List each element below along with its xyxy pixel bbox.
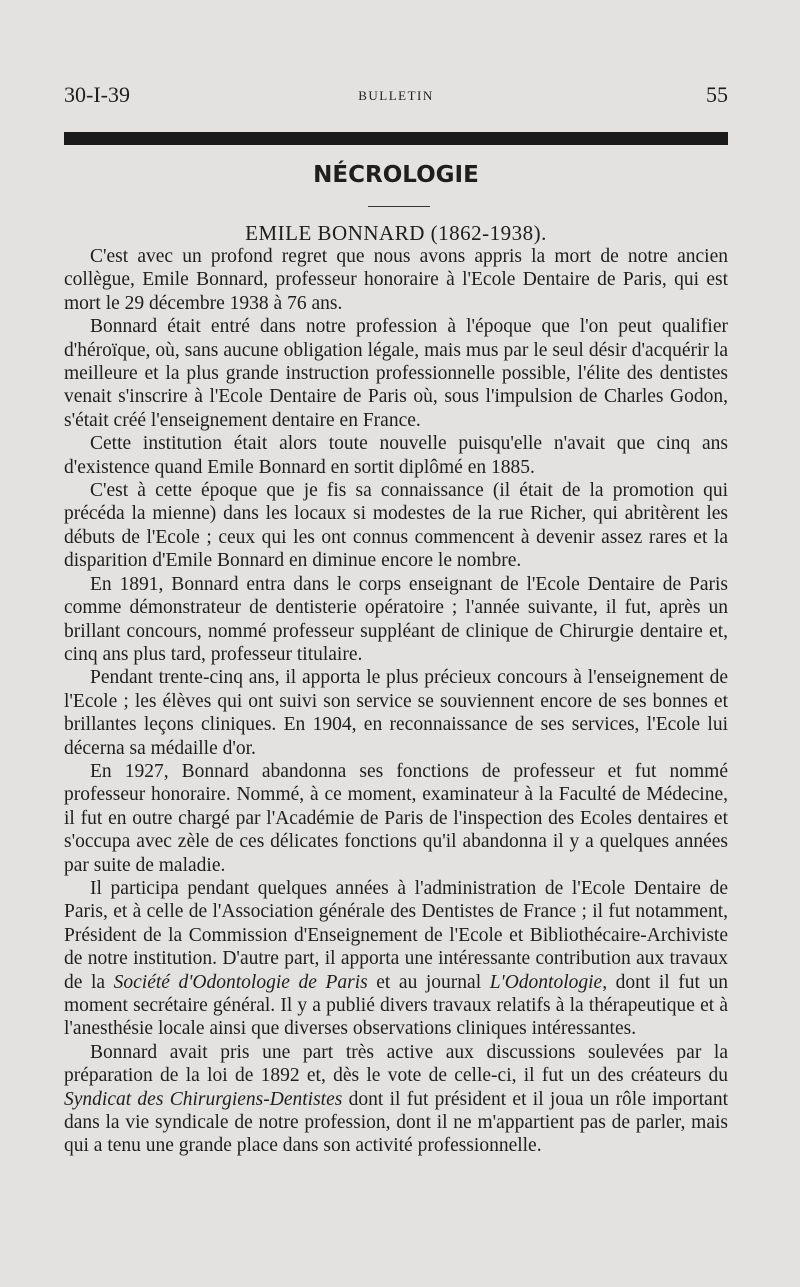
syndicate-name: Syndicat des Chirurgiens-Dentistes: [64, 1088, 343, 1110]
text-run: Il participa pendant quelques années à l'administration de l'Ecole Dentaire de Paris, et à celle de l'Association générale des Dentistes de France ; il fut notamment, Président de la Commission d'Enseignement de l'Ecole et Bibliothécaire-Archiviste de notre institution. D'autre part, il apporta une intéressante contribution aux travaux de la: [64, 877, 728, 993]
text-run: Bonnard avait pris une part très active aux discussions soulevées par la préparation de la loi de 1892 et, dès le vote de celle-ci, il fut un des créateurs du: [64, 1041, 728, 1087]
paragraph: Pendant trente-cinq ans, il apporta le plus précieux concours à l'enseignement de l'Ecole ; les élèves qui ont suivi son service se souviennent encore de ses bonnes et brillantes leçons cliniques. En 1904, en reconnaissance de ses services, l'Ecole lui décerna sa médaille d'or.: [64, 667, 728, 759]
journal-title: L'Odontologie: [489, 971, 603, 993]
section-title: NÉCROLOGIE: [313, 162, 479, 188]
article-title: EMILE BONNARD (1862-1938).: [245, 221, 547, 245]
header-rule: [64, 132, 728, 145]
running-header: [64, 82, 728, 112]
paragraph: [64, 877, 728, 1041]
issue-date: 30-I-39: [64, 82, 130, 107]
journal-name: BULLETIN: [358, 88, 434, 103]
paragraph: Cette institution était alors toute nouvelle puisqu'elle n'avait que cinq ans d'existence quand Emile Bonnard en sortit diplômé en 1885.: [64, 433, 728, 478]
paragraph: En 1891, Bonnard entra dans le corps enseignant de l'Ecole Dentaire de Paris comme démonstrateur de dentisterie opératoire ; l'année suivante, il fut, après un brillant concours, nommé professeur suppléant de clinique de Chirurgie dentaire et, cinq ans plus tard, professeur titulaire.: [64, 573, 728, 665]
paragraph: [64, 1041, 728, 1158]
paragraph: C'est à cette époque que je fis sa connaissance (il était de la promotion qui précéda la mienne) dans les locaux si modestes de la rue Richer, qui abritèrent les débuts de l'Ecole ; ceux qui les ont connus commencent à devenir assez rares et la disparition d'Emile Bonnard en diminue encore le nombre.: [64, 480, 728, 572]
page-number: 55: [706, 82, 728, 107]
paragraph: C'est avec un profond regret que nous avons appris la mort de notre ancien collègue, Emile Bonnard, professeur honoraire à l'Ecole Dentaire de Paris, qui est mort le 29 décembre 1938 à 76 ans.: [64, 246, 728, 314]
paragraph: Bonnard était entré dans notre profession à l'époque que l'on peut qualifier d'héroïque, où, sans aucune obligation légale, mais mus par le seul désir d'acquérir la meilleure et la plus grande instruction professionnelle possible, l'élite des dentistes venait s'inscrire à l'Ecole Dentaire de Paris où, sous l'impulsion de Charles Godon, s'était créé l'enseignement dentaire en France.: [64, 316, 728, 431]
text-run: , dont il fut un moment secrétaire général. Il y a publié divers travaux relatifs à la thérapeutique et à l'anesthésie locale ainsi que diverses observations cliniques intéressantes.: [64, 971, 729, 1040]
text-run: dont il fut président et il joua un rôle important dans la vie syndicale de notre profession, dont il ne m'appartient pas de parler, mais qui a tenu une grande place dans son activité professionnelle.: [64, 1088, 728, 1157]
title-divider: [368, 206, 430, 207]
text-run: et au journal: [367, 971, 490, 993]
society-name: Société d'Odontologie de Paris: [113, 971, 368, 993]
article-body: [64, 245, 728, 1158]
paragraph: En 1927, Bonnard abandonna ses fonctions de professeur et fut nommé professeur honoraire. Nommé, à ce moment, examinateur à la Faculté de Médecine, il fut en outre chargé par l'Académie de Paris de l'inspection des Ecoles dentaires et s'occupa avec zèle de ces délicates fonctions qu'il abandonna il y a quelques années par suite de maladie.: [64, 760, 728, 876]
